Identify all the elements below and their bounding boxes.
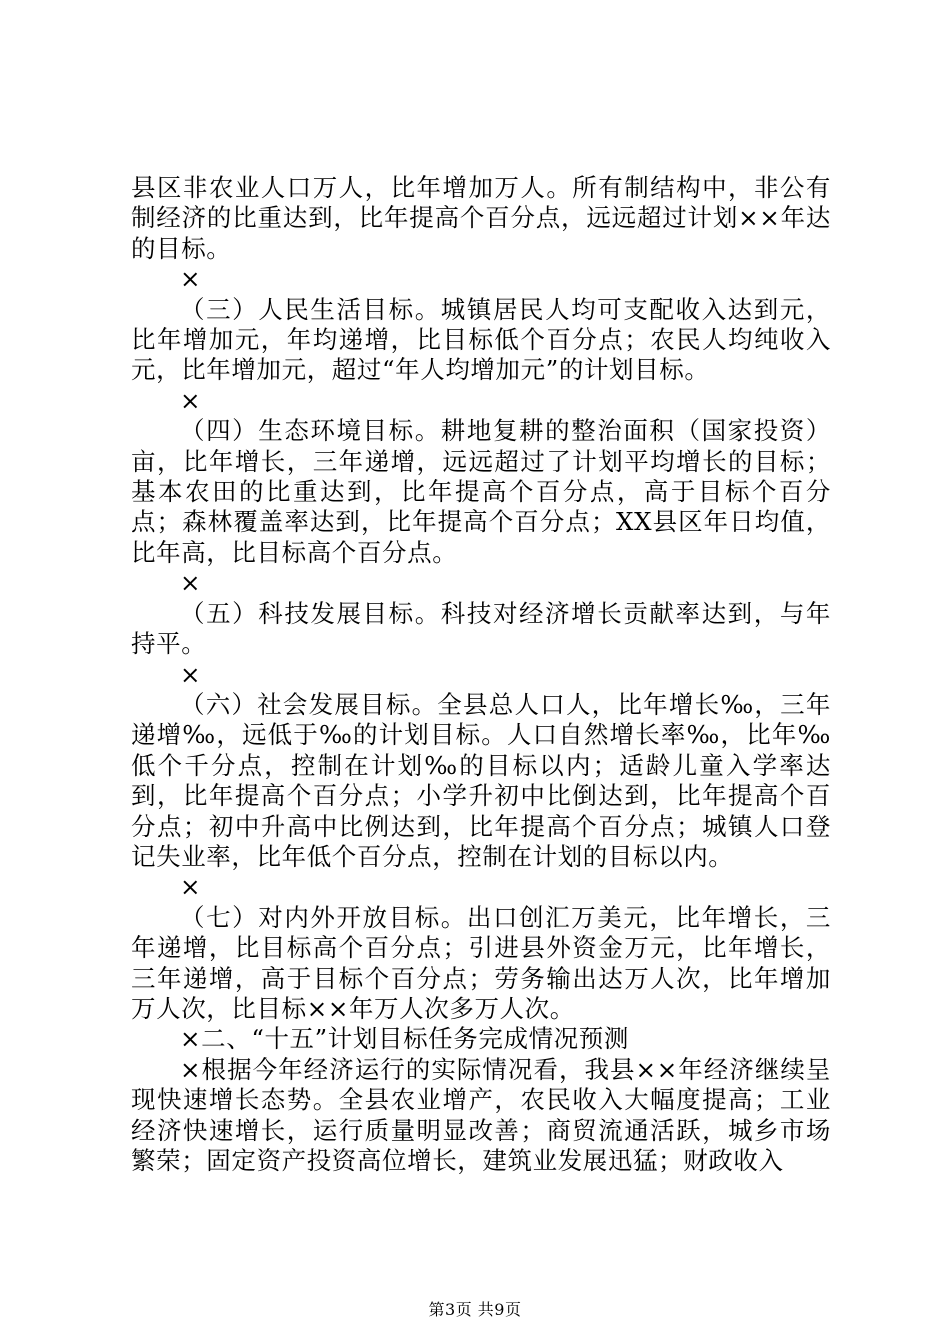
paragraph-marker: ×	[180, 872, 202, 902]
paragraph-people-living-target: （三）人民生活目标。城镇居民人均可支配收入达到元，比年增加元，年均递增，比目标低个百分点；农民人均纯收入元，比年增加元，超过“年人均增加元”的计划目标。	[131, 294, 831, 385]
paragraph-ecological-target: （四）生态环境目标。耕地复耕的整治面积（国家投资）亩，比年增长，三年递增，远远超过了计划平均增长的目标；基本农田的比重达到，比年提高个百分点，高于目标个百分点；森林覆盖率达到，比年提高个百分点；XX县区年日均值，比年高，比目标高个百分点。	[131, 416, 831, 567]
paragraph-social-target: （六）社会发展目标。全县总人口人，比年增长‰，三年递增‰，远低于‰的计划目标。人口自然增长率‰，比年‰低个千分点，控制在计划‰的目标以内；适龄儿童入学率达到，比年提高个百分点；小学升初中比倒达到，比年提高个百分点；初中升高中比例达到，比年提高个百分点；城镇人口登记失业率，比年低个百分点，控制在计划的目标以内。	[131, 689, 831, 871]
paragraph-forecast: ×根据今年经济运行的实际情况看，我县××年经济继续呈现快速增长态势。全县农业增产，农民收入大幅度提高；工业经济快速增长，运行质量明显改善；商贸流通活跃，城乡市场繁荣；固定资产投资高位增长，建筑业发展迅猛；财政收入	[131, 1054, 831, 1175]
paragraph-continuation: 县区非农业人口万人，比年增加万人。所有制结构中，非公有制经济的比重达到，比年提高个百分点，远远超过计划××年达的目标。	[131, 173, 831, 263]
paragraph-marker: ×	[180, 385, 202, 415]
section-heading: ×二、“十五”计划目标任务完成情况预测	[180, 1024, 629, 1054]
paragraph-marker: ×	[180, 264, 202, 294]
paragraph-technology-target: （五）科技发展目标。科技对经济增长贡献率达到，与年持平。	[131, 598, 831, 659]
page-footer: 第3页 共9页	[428, 1300, 522, 1319]
paragraph-marker: ×	[180, 568, 202, 598]
paragraph-opening-target: （七）对内外开放目标。出口创汇万美元，比年增长，三年递增，比目标高个百分点；引进县外资金万元，比年增长，三年递增，高于目标个百分点；劳务输出达万人次，比年增加万人次，比目标××年万人次多万人次。	[131, 902, 831, 1023]
document-body	[131, 173, 831, 1176]
paragraph-marker: ×	[180, 659, 202, 689]
